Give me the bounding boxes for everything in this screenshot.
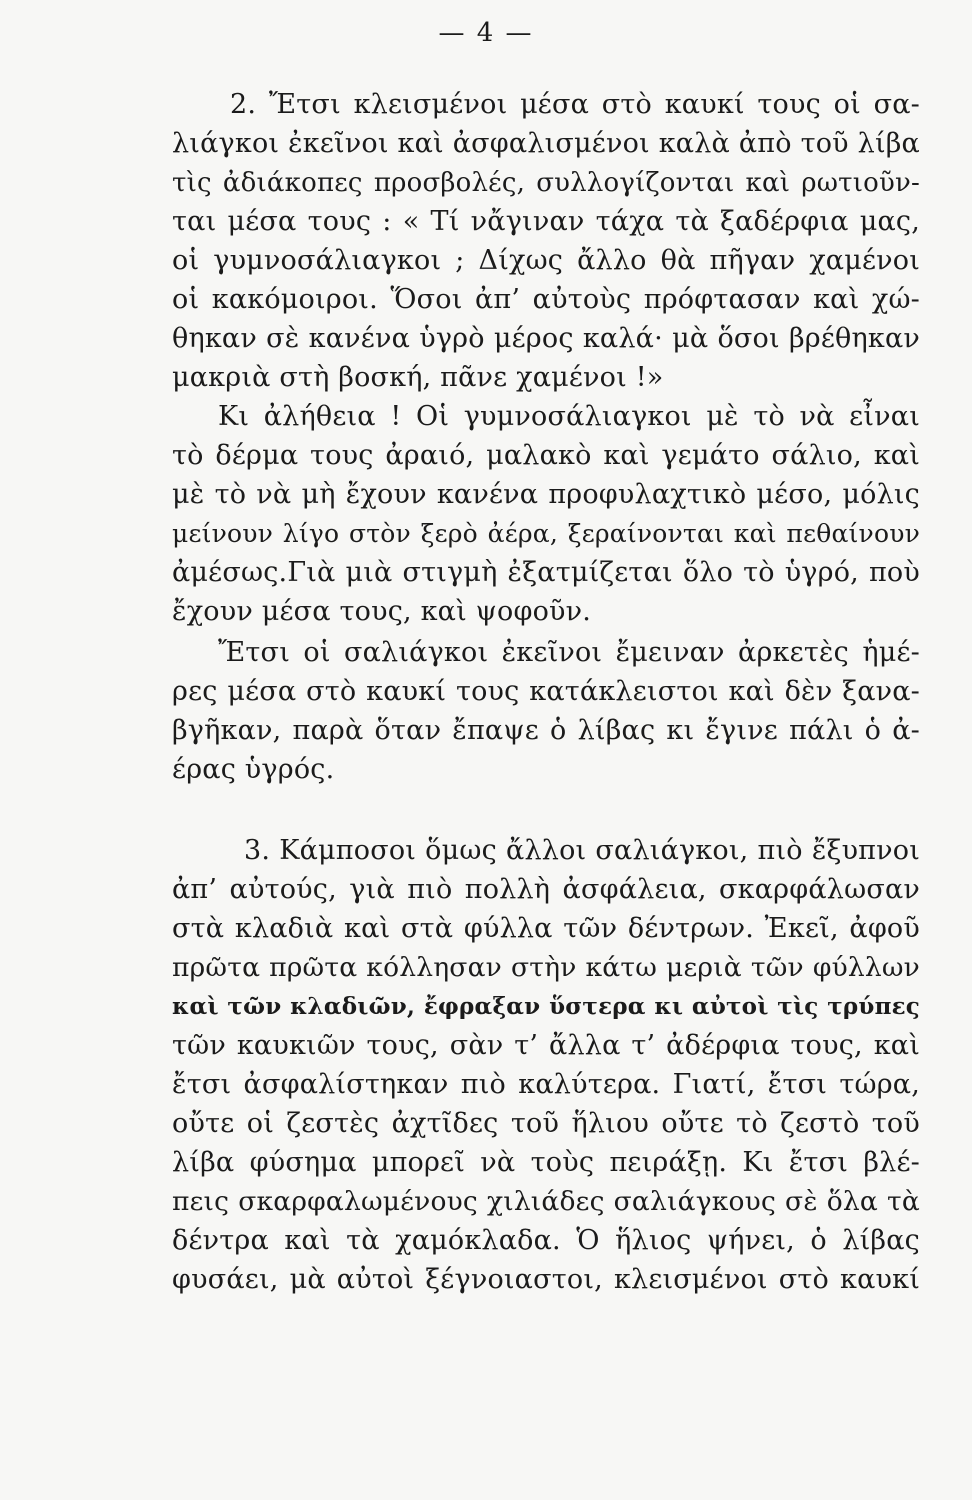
text-line: μείνουν λίγο στὸν ξερὸ ἀέρα, ξεραίνονται καὶ πεθαίνουν (172, 519, 920, 548)
text-line: καὶ τῶν κλαδιῶν, ἔφραξαν ὕστερα κι αὐτοὶ τὶς τρύπες (172, 993, 920, 1020)
text-line: τὸ δέρμα τους ἀραιό, μαλακὸ καὶ γεμάτο σάλιο, καὶ (172, 440, 920, 471)
text-line: τῶν καυκιῶν τους, σὰν τ’ ἄλλα τ’ ἀδέρφια τους, καὶ (172, 1030, 920, 1061)
text-line: 3. Κάμποσοι ὅμως ἄλλοι σαλιάγκοι, πιὸ ἔξυπνοι (244, 835, 920, 866)
text-line: Ἔτσι οἱ σαλιάγκοι ἐκεῖνοι ἔμειναν ἀρκετὲς ἡμέ- (218, 637, 920, 668)
text-line: ἔχουν μέσα τους, καὶ ψοφοῦν. (172, 596, 592, 627)
text-line: θηκαν σὲ κανένα ὑγρὸ μέρος καλά· μὰ ὅσοι βρέθηκαν (172, 323, 920, 354)
text-line: ἀπ’ αὐτούς, γιὰ πιὸ πολλὴ ἀσφάλεια, σκαρφάλωσαν (172, 874, 920, 905)
text-line: Κι ἀλήθεια ! Οἱ γυμνοσάλιαγκοι μὲ τὸ νὰ εἶναι (218, 401, 920, 432)
text-line: έρας ὑγρός. (172, 754, 335, 785)
text-line: λίβα φύσημα μπορεῖ νὰ τοὺς πειράξῃ. Κι ἔτσι βλέ- (172, 1147, 920, 1178)
text-line: ρες μέσα στὸ καυκί τους κατάκλειστοι καὶ δὲν ξανα- (172, 676, 920, 707)
text-line: ἀμέσως.Γιὰ μιὰ στιγμὴ ἐξατμίζεται ὅλο τὸ ὑγρό, ποὺ (172, 557, 920, 588)
text-line: μὲ τὸ νὰ μὴ ἔχουν κανένα προφυλαχτικὸ μέσο, μόλις (172, 479, 920, 510)
text-line: στὰ κλαδιὰ καὶ στὰ φύλλα τῶν δέντρων. Ἐκεῖ, ἀφοῦ (172, 913, 920, 944)
text-line: οἱ κακόμοιροι. Ὅσοι ἀπ’ αὐτοὺς πρόφτασαν καὶ χώ- (172, 284, 920, 315)
page-number: — 4 — (438, 18, 534, 48)
text-line: οἱ γυμνοσάλιαγκοι ; Δίχως ἄλλο θὰ πῆγαν χαμένοι (172, 245, 920, 276)
text-line: ἔτσι ἀσφαλίστηκαν πιὸ καλύτερα. Γιατί, ἔτσι τώρα, (172, 1069, 920, 1100)
text-line: 2. Ἔτσι κλεισμένοι μέσα στὸ καυκί τους οἱ σα- (230, 89, 920, 120)
text-line: βγῆκαν, παρὰ ὅταν ἔπαψε ὁ λίβας κι ἔγινε πάλι ὁ ἀ- (172, 715, 920, 746)
text-line: πεις σκαρφαλωμένους χιλιάδες σαλιάγκους σὲ ὅλα τὰ (172, 1186, 920, 1217)
text-line: δέντρα καὶ τὰ χαμόκλαδα. Ὁ ἥλιος ψήνει, ὁ λίβας (172, 1225, 920, 1256)
text-line: οὔτε οἱ ζεστὲς ἀχτῖδες τοῦ ἥλιου οὔτε τὸ ζεστὸ τοῦ (172, 1108, 920, 1139)
text-line: λιάγκοι ἐκεῖνοι καὶ ἀσφαλισμένοι καλὰ ἀπὸ τοῦ λίβα (172, 128, 920, 159)
text-line: μακριὰ στὴ βοσκή, πᾶνε χαμένοι !» (172, 362, 664, 393)
text-line: φυσάει, μὰ αὐτοὶ ξέγνοιαστοι, κλεισμένοι στὸ καυκί (172, 1264, 920, 1295)
text-line: ται μέσα τους : « Τί νἄγιναν τάχα τὰ ξαδέρφια μας, (172, 206, 920, 237)
text-line: πρῶτα πρῶτα κόλλησαν στὴν κάτω μεριὰ τῶν φύλλων (172, 952, 920, 983)
text-line: τὶς ἀδιάκοπες προσβολές, συλλογίζονται καὶ ρωτιοῦν- (172, 168, 920, 198)
